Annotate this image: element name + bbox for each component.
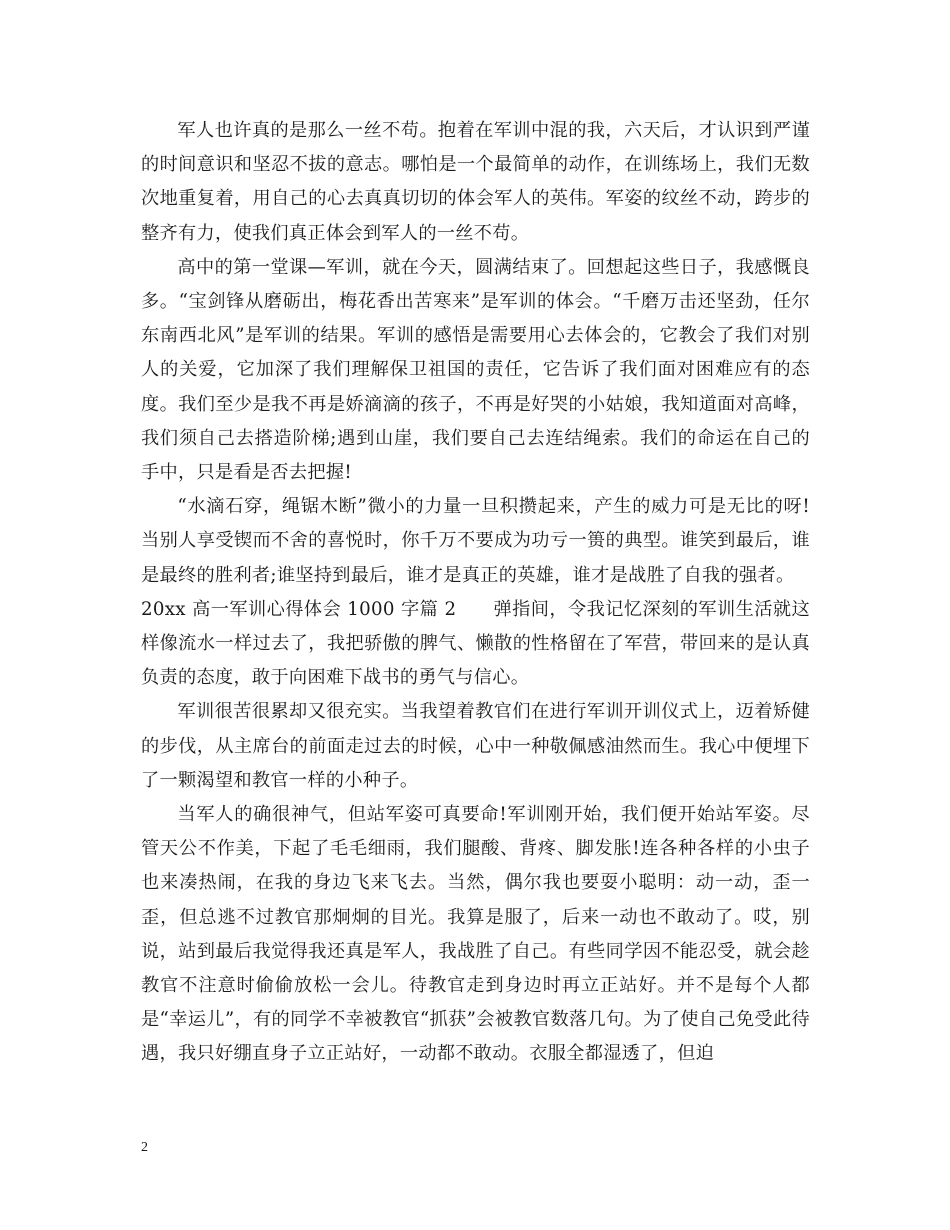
paragraph-3: “水滴石穿，绳锯木断”微小的力量一旦积攒起来，产生的威力可是无比的呀!当别人享受锲而不舍的喜悦时，你千万不要成为功亏一篑的典型。谁笑到最后，谁是最终的胜利者;谁坚持到最后，谁才是真正的英雄，谁才是战胜了自我的强者。 xyxy=(141,496,810,586)
document-body xyxy=(141,114,810,1072)
paragraph-4: 军训很苦很累却又很充实。当我望着教官们在进行军训开训仪式上，迈着矫健的步伐，从主席台的前面走过去的时候，心中一种敬佩感油然而生。我心中便埋下了一颗渴望和教官一样的小种子。 xyxy=(141,701,810,791)
paragraph-2: 高中的第一堂课—军训，就在今天，圆满结束了。回想起这些日子，我感慨良多。“宝剑锋从磨砺出，梅花香出苦寒来”是军训的体会。“千磨万击还坚劲，任尔东南西北风”是军训的结果。军训的感悟是需要用心去体会的，它教会了我们对别人的关爱，它加深了我们理解保卫祖国的责任，它告诉了我们面对困难应有的态度。我们至少是我不再是娇滴滴的孩子，不再是好哭的小姑娘，我知道面对高峰，我们须自己去搭造阶梯;遇到山崖，我们要自己去连结绳索。我们的命运在自己的手中，只是看是否去把握! xyxy=(141,256,810,484)
section-first-paragraph: 弹指间，令我记忆深刻的军训生活就这样像流水一样过去了，我把骄傲的脾气、懒散的性格留在了军营，带回来的是认真负责的态度，敢于向困难下战书的勇气与信心。 xyxy=(141,598,810,689)
page-number: 2 xyxy=(141,1140,148,1155)
section-paragraph xyxy=(141,593,810,696)
paragraph-5: 当军人的确很神气，但站军姿可真要命!军训刚开始，我们便开始站军姿。尽管天公不作美，下起了毛毛细雨，我们腿酸、背疼、脚发胀!连各种各样的小虫子也来凑热闹，在我的身边飞来飞去。当然，偶尔我也要耍小聪明：动一动，歪一歪，但总逃不过教官那炯炯的目光。我算是服了，后来一动也不敢动了。哎，别说，站到最后我觉得我还真是军人，我战胜了自己。有些同学因不能忍受，就会趁教官不注意时偷偷放松一会儿。待教官走到身边时再立正站好。并不是每个人都是“幸运儿”，有的同学不幸被教官“抓获”会被教官数落几句。为了使自己免受此待遇，我只好绷直身子立正站好，一动都不敢动。衣服全都湿透了，但迫 xyxy=(141,804,810,1065)
paragraph-1: 军人也许真的是那么一丝不苟。抱着在军训中混的我，六天后，才认识到严谨的时间意识和坚忍不拔的意志。哪怕是一个最简单的动作，在训练场上，我们无数次地重复着，用自己的心去真真切切的体会军人的英伟。军姿的纹丝不动，跨步的整齐有力，使我们真正体会到军人的一丝不苟。 xyxy=(141,120,810,244)
section-heading: 20xx 高一军训心得体会 1000 字篇 2 xyxy=(141,598,457,620)
